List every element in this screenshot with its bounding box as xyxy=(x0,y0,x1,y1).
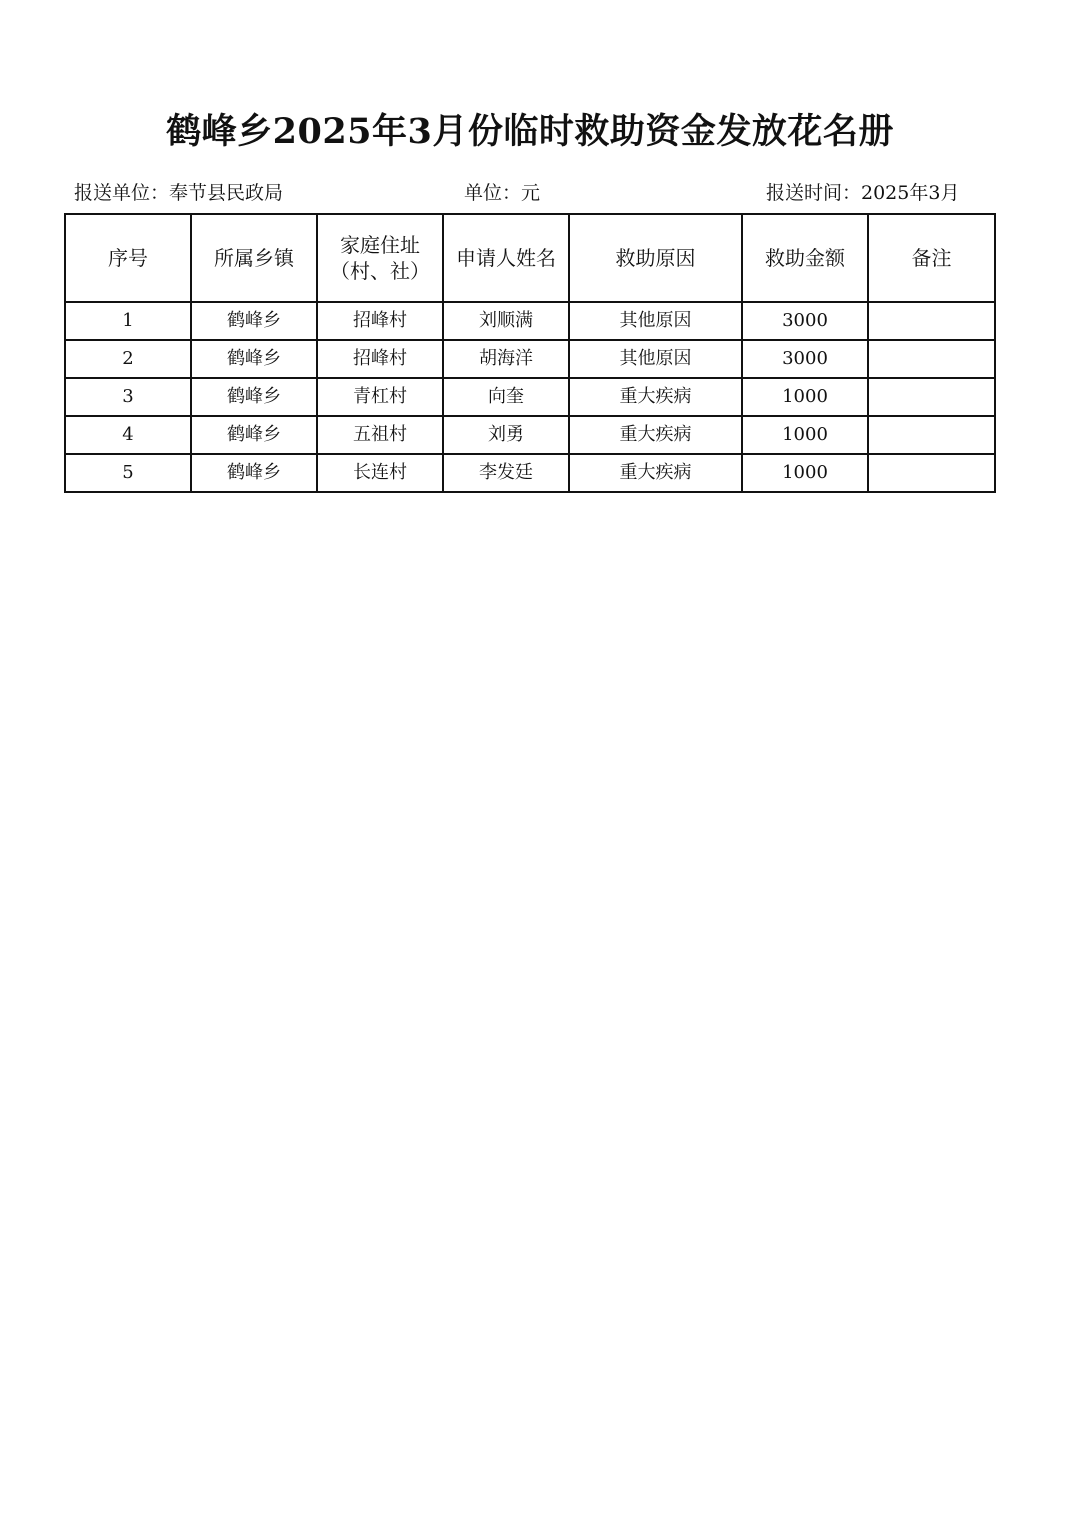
cell-applicant-name: 刘勇 xyxy=(443,416,569,454)
cell-relief-amount: 1000 xyxy=(742,416,868,454)
cell-address: 招峰村 xyxy=(317,340,443,378)
header-relief-reason xyxy=(569,214,742,302)
table-body xyxy=(65,302,995,492)
cell-applicant-name: 胡海洋 xyxy=(443,340,569,378)
header-relief-amount xyxy=(742,214,868,302)
header-serial-no xyxy=(65,214,191,302)
cell-serial-no: 3 xyxy=(65,378,191,416)
cell-relief-reason: 其他原因 xyxy=(569,302,742,340)
cell-address: 招峰村 xyxy=(317,302,443,340)
report-time: 报送时间：2025年3月 xyxy=(766,182,960,204)
header-township xyxy=(191,214,317,302)
cell-remarks xyxy=(868,454,995,492)
cell-relief-reason: 重大疾病 xyxy=(569,378,742,416)
cell-relief-amount: 1000 xyxy=(742,454,868,492)
cell-address: 五祖村 xyxy=(317,416,443,454)
cell-relief-amount: 1000 xyxy=(742,378,868,416)
cell-township: 鹤峰乡 xyxy=(191,340,317,378)
table-row xyxy=(65,378,995,416)
report-unit: 报送单位：奉节县民政局 xyxy=(74,182,284,204)
header-address-label: 家庭住址 xyxy=(340,233,420,257)
currency-unit: 单位：元 xyxy=(464,182,541,204)
header-applicant-name-label: 申请人姓名 xyxy=(456,246,556,270)
header-address-sublabel: （村、社） xyxy=(330,259,430,283)
header-address xyxy=(317,214,443,302)
table-row xyxy=(65,454,995,492)
table-row xyxy=(65,340,995,378)
table-header xyxy=(65,214,995,302)
cell-township: 鹤峰乡 xyxy=(191,302,317,340)
cell-township: 鹤峰乡 xyxy=(191,378,317,416)
cell-remarks xyxy=(868,340,995,378)
cell-relief-amount: 3000 xyxy=(742,340,868,378)
header-applicant-name xyxy=(443,214,569,302)
header-remarks-label: 备注 xyxy=(911,246,952,270)
table-row xyxy=(65,416,995,454)
header-serial-no-label: 序号 xyxy=(108,246,148,270)
cell-remarks xyxy=(868,378,995,416)
cell-relief-reason: 重大疾病 xyxy=(569,454,742,492)
cell-remarks xyxy=(868,416,995,454)
cell-serial-no: 2 xyxy=(65,340,191,378)
relief-roster-table xyxy=(64,213,996,493)
cell-applicant-name: 向奎 xyxy=(443,378,569,416)
cell-address: 长连村 xyxy=(317,454,443,492)
cell-relief-reason: 其他原因 xyxy=(569,340,742,378)
table-row xyxy=(65,302,995,340)
cell-township: 鹤峰乡 xyxy=(191,416,317,454)
cell-applicant-name: 李发廷 xyxy=(443,454,569,492)
cell-serial-no: 4 xyxy=(65,416,191,454)
header-township-label: 所属乡镇 xyxy=(214,246,294,270)
header-remarks xyxy=(868,214,995,302)
header-relief-reason-label: 救助原因 xyxy=(615,246,696,270)
page-title: 鹤峰乡2025年3月份临时救助资金发放花名册 xyxy=(166,111,894,152)
header-relief-amount-label: 救助金额 xyxy=(765,246,845,270)
header-row xyxy=(65,214,995,302)
cell-relief-reason: 重大疾病 xyxy=(569,416,742,454)
cell-applicant-name: 刘顺满 xyxy=(443,302,569,340)
cell-relief-amount: 3000 xyxy=(742,302,868,340)
cell-address: 青杠村 xyxy=(317,378,443,416)
cell-township: 鹤峰乡 xyxy=(191,454,317,492)
cell-serial-no: 1 xyxy=(65,302,191,340)
cell-remarks xyxy=(868,302,995,340)
cell-serial-no: 5 xyxy=(65,454,191,492)
